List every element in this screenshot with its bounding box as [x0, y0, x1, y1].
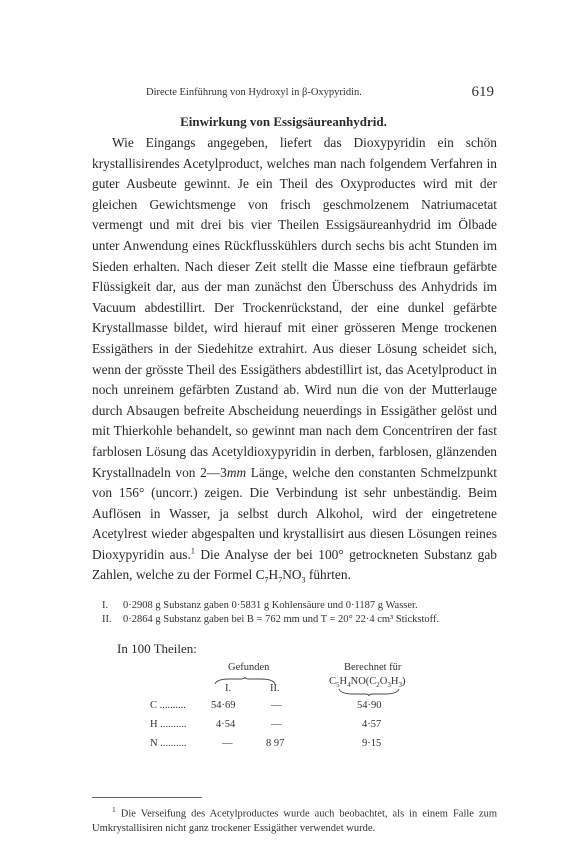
paragraph-text: Die Analyse der bei 100° getrockneten Substanz gab Zahlen, welche zu der Formel C: [92, 546, 498, 583]
footnote-reference: 1: [190, 546, 195, 556]
results-intro: In 100 Theilen:: [117, 641, 197, 656]
calc-header: Berechnet für: [344, 662, 402, 673]
formula-part: NO: [282, 567, 302, 583]
running-head: Directe Einführung von Hydroxyl in β-Oxypyridin.: [146, 87, 362, 98]
element-label: C ..........: [150, 700, 186, 711]
formula-subscript: 7: [278, 576, 283, 586]
found-value-2: —: [271, 719, 282, 730]
section-title: Einwirkung von Essigsäureanhydrid.: [180, 114, 387, 129]
measurement-row: [92, 613, 497, 627]
page-header: [146, 84, 494, 102]
element-label: H ..........: [150, 719, 187, 730]
column-label-II: II.: [270, 683, 280, 694]
found-value-1: 4·54: [216, 719, 236, 730]
calc-brace: [338, 688, 400, 696]
footnote: [92, 803, 497, 837]
footnote-divider: [92, 797, 202, 798]
measurement-text: 0·2864 g Substanz gaben bei B = 762 mm und T = 20° 22·4 cm³ Stickstoff.: [123, 613, 440, 625]
page-number: 619: [471, 84, 494, 100]
calc-value: 9·15: [362, 738, 382, 749]
element-label: N ..........: [150, 738, 187, 749]
measurement-number: I.: [102, 600, 109, 611]
found-value-1: 54·69: [211, 700, 236, 711]
paragraph: [92, 133, 497, 586]
calc-value: 54·90: [357, 700, 382, 711]
measurement-number: II.: [102, 613, 112, 625]
footnote-text: Die Verseifung des Acetylproductes wurde auch beobachtet, als in einem Falle zum Umkrystallisiren nicht ganz trockener Essigäther verwendet wurde.: [92, 808, 497, 834]
paragraph-text: Länge, welche den constanten Schmelzpunkt von 156° (uncorr.) zeigen. Die Verbindung ist sehr unbeständig. Beim Auflösen in Wasser, ja selbst durch Alkohol, wird der eingetretene Acetylrest wieder abgespalten und krystallisirt aus diesen Lösungen reines Dioxypyridin aus.: [92, 464, 497, 562]
calc-formula: $C_5H_4NO(C_2O_3H_3)$: [329, 676, 406, 690]
unit-mm: mm: [226, 464, 247, 480]
body-text: [92, 133, 497, 586]
paragraph-text: Wie Eingangs angegeben, liefert das Dioxypyridin ein schön krystallisirendes Acetylproduct, welches man nach folgendem Verfahren in guter Ausbeute gewinnt. Je ein Theil des Oxyproductes wird mit der gleichen Gewichtsmenge von frisch geschmolzenem Natriumacetat vermengt und mit drei bis vier Theilen Essigsäureanhydrid im Ölbade unter Anwendung eines Rückflusskühlers durch sechs bis acht Stunden im Sieden erhalten. Nach dieser Zeit stellt die Masse eine tiefbraun gefärbte Flüssigkeit dar, aus der man zunächst den Überschuss des Anhydrids im Vacuum abdestillirt. Der Trockenrückstand, der eine dunkel gefärbte Krystallmasse bildet, wird hierauf mit einer grösseren Menge trockenen Essigäthers in der Siedehitze extrahirt. Aus dieser Lösung scheidet sich, wenn der grösste Theil des Essigäthers abdestillirt ist, das Acetylproduct in noch unreinem gefärbten Zustand ab. Wird nun die von der Mutterlauge durch Absaugen befreite Abscheidung neuerdings in Essigäther gelöst und mit Thierkohle behandelt, so gewinnt man nach dem Concentriren der fast farblosen Lösung das Acetyldioxypyridin in derben, farblosen, glänzenden Krystallnadeln von 2—3: [92, 135, 497, 480]
footnote-mark: 1: [112, 805, 116, 814]
found-value-2: 8 97: [266, 738, 285, 749]
found-value-1: —: [222, 738, 233, 749]
found-value-2: —: [271, 700, 282, 711]
formula-subscript: 7: [264, 576, 269, 586]
calc-value: 4·57: [362, 719, 382, 730]
column-label-I: I.: [225, 683, 232, 694]
found-brace: [214, 677, 276, 685]
analysis-measurements: [92, 599, 497, 626]
formula-subscript: 3: [301, 576, 306, 586]
formula-part: H: [268, 567, 279, 583]
found-header: Gefunden: [228, 662, 270, 673]
results-table: [0, 658, 567, 778]
measurement-row: [92, 599, 497, 613]
measurement-text: 0·2908 g Substanz gaben 0·5831 g Kohlensäure und 0·1187 g Wasser.: [123, 600, 418, 611]
paragraph-text: führten.: [305, 567, 351, 583]
